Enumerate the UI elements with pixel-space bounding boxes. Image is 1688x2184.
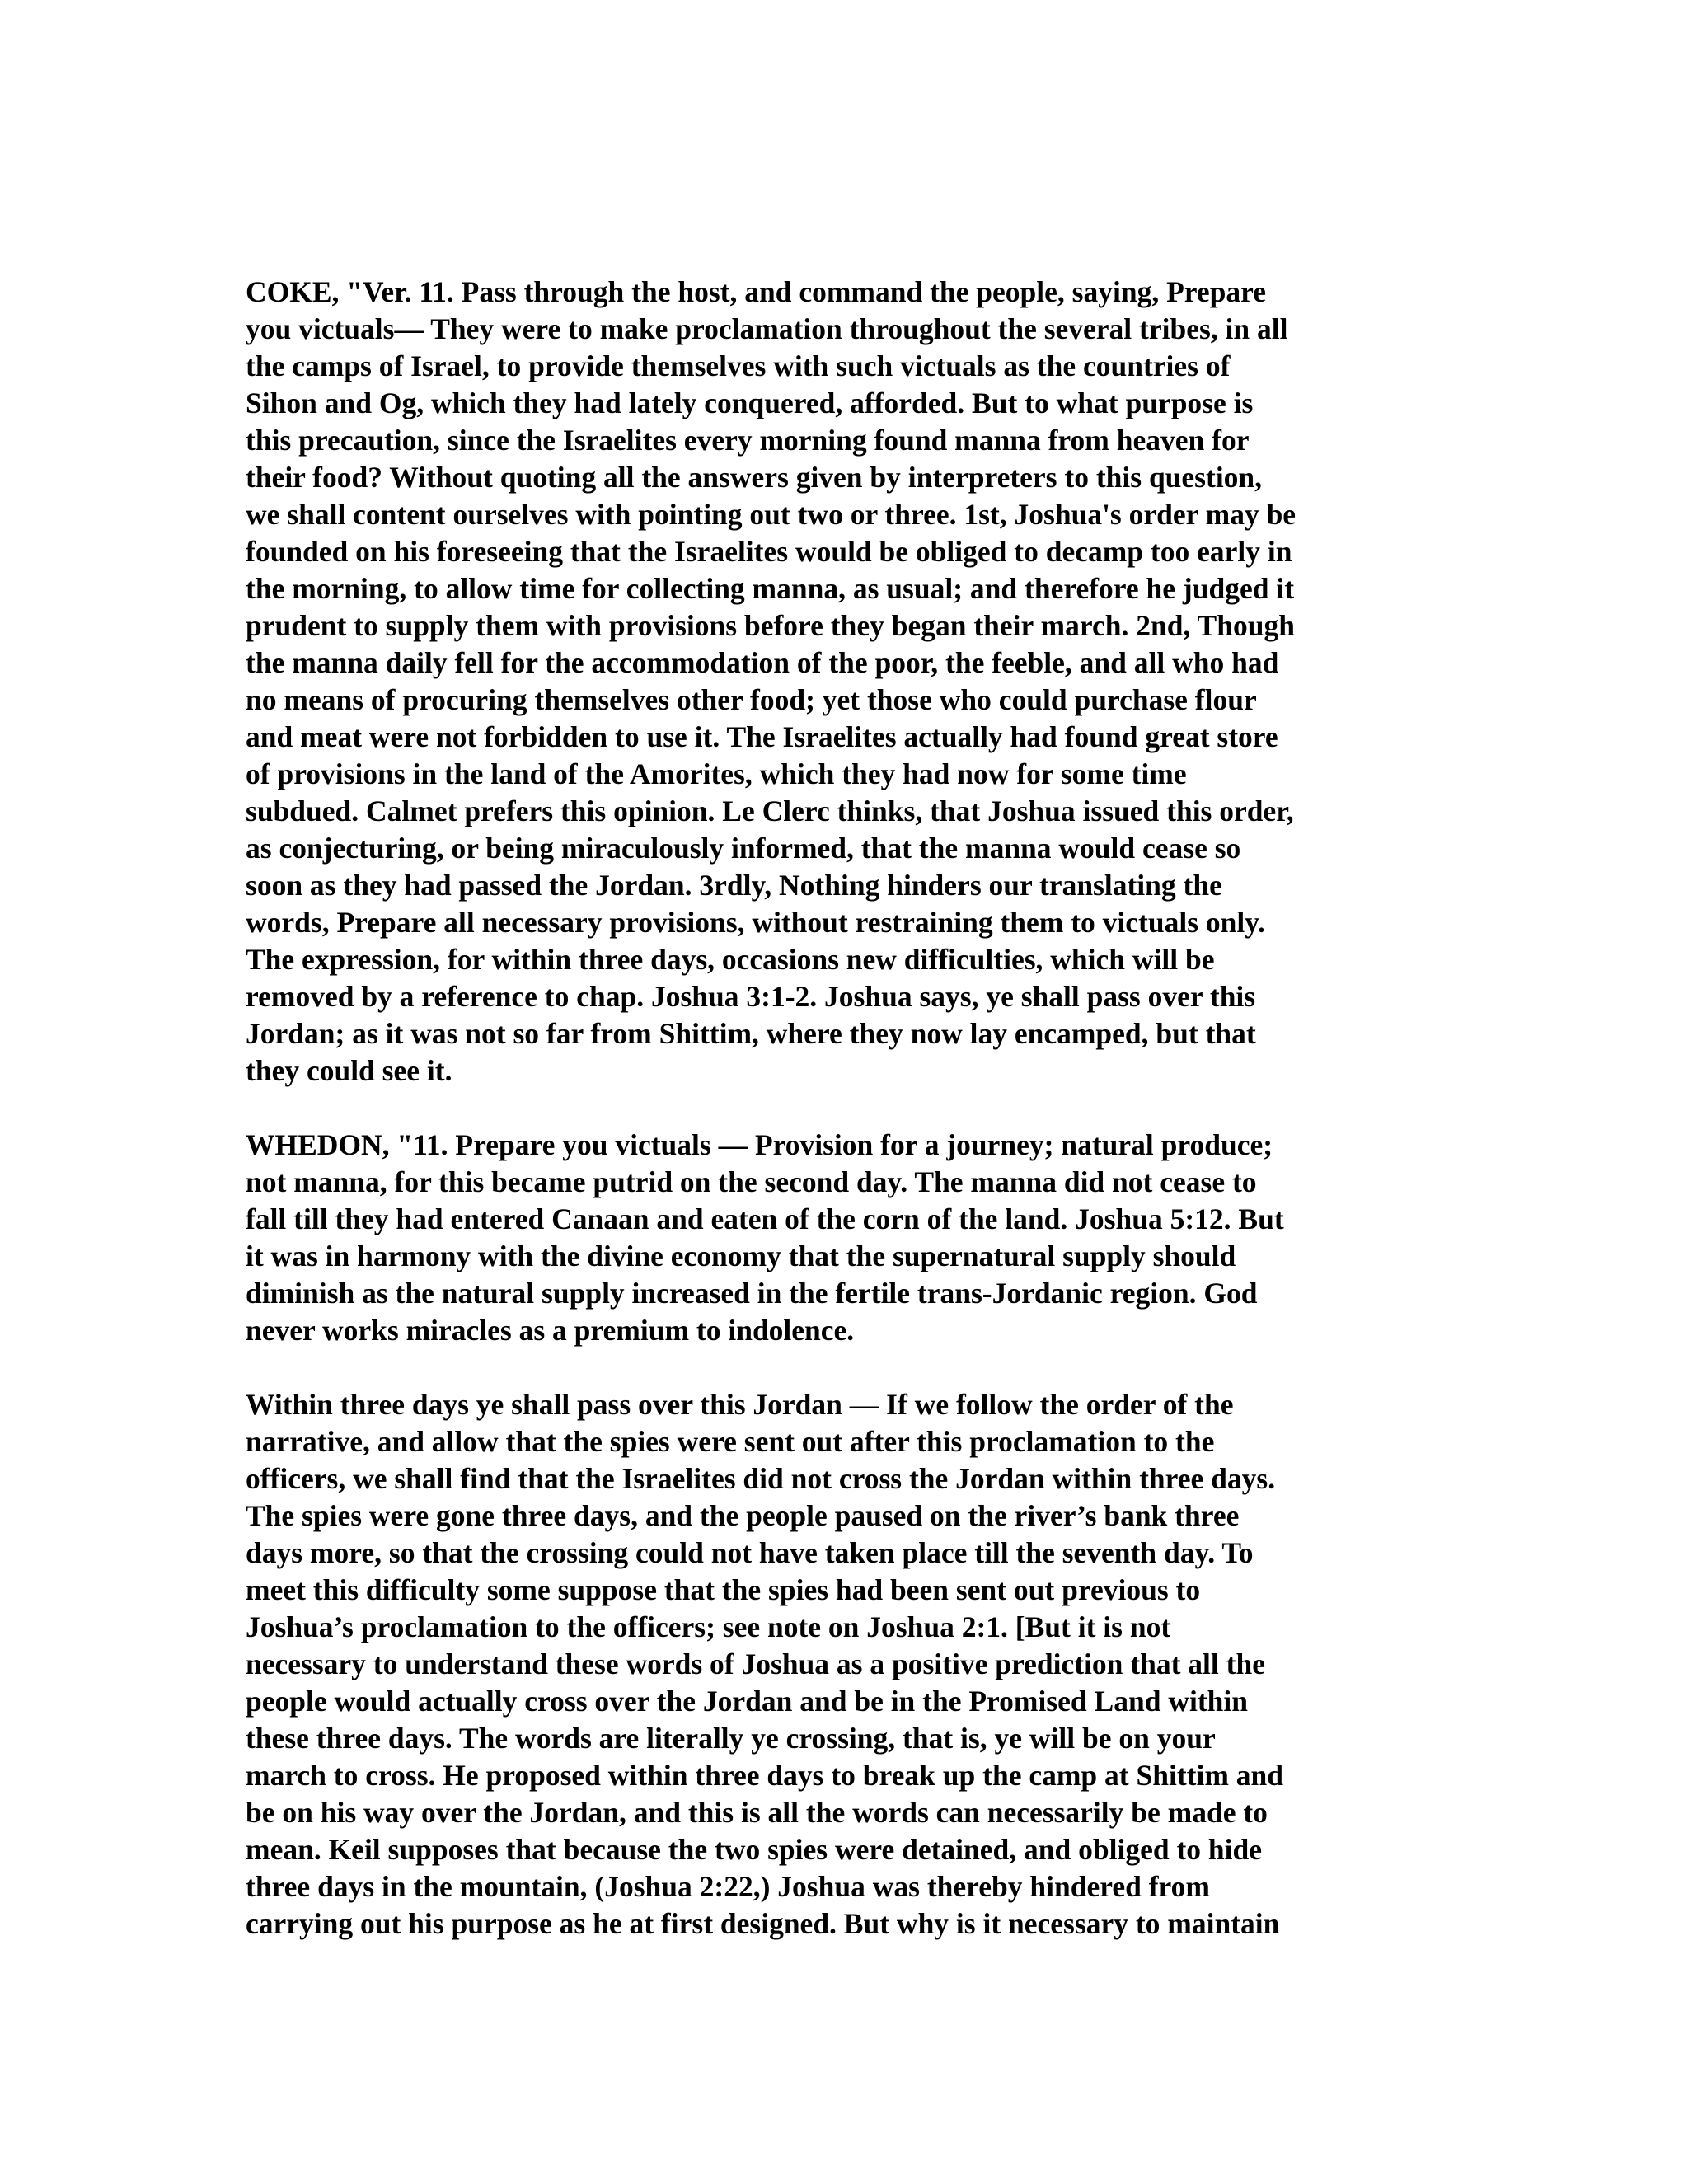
text-line: prudent to supply them with provisions before they began their march. 2nd, Though [246,609,1295,642]
text-line: words, Prepare all necessary provisions, without restraining them to victuals only. [246,906,1265,939]
text-line: of provisions in the land of the Amorites, which they had now for some time [246,757,1187,790]
text-line: the camps of Israel, to provide themselves with such victuals as the countries of [246,349,1231,382]
text-line: days more, so that the crossing could not have taken place till the seventh day. To [246,1536,1254,1569]
text-line: diminish as the natural supply increased in the fertile trans-Jordanic region. God [246,1277,1258,1310]
text-line: The spies were gone three days, and the people paused on the river’s bank three [246,1499,1240,1532]
text-line: be on his way over the Jordan, and this is all the words can necessarily be made to [246,1796,1268,1829]
paragraph-spacer [246,1349,1432,1386]
text-line: not manna, for this became putrid on the second day. The manna did not cease to [246,1165,1257,1198]
text-line: we shall content ourselves with pointing out two or three. 1st, Joshua's order may be [246,498,1296,531]
paragraph-spacer [246,1090,1432,1127]
text-line: Sihon and Og, which they had lately conquered, afforded. But to what purpose is [246,387,1254,419]
text-line: no means of procuring themselves other food; yet those who could purchase flour [246,683,1257,716]
document-body [246,274,1432,1943]
text-line: officers, we shall find that the Israelites did not cross the Jordan within three days. [246,1462,1276,1495]
text-line: people would actually cross over the Jordan and be in the Promised Land within [246,1685,1249,1718]
text-line: mean. Keil supposes that because the two spies were detained, and obliged to hide [246,1833,1263,1866]
text-line: they could see it. [246,1054,452,1087]
text-line: Within three days ye shall pass over this Jordan — If we follow the order of the [246,1388,1234,1421]
text-line: soon as they had passed the Jordan. 3rdly, Nothing hinders our translating the [246,869,1222,902]
text-line: as conjecturing, or being miraculously informed, that the manna would cease so [246,832,1241,865]
text-line: never works miracles as a premium to indolence. [246,1314,855,1347]
text-line: their food? Without quoting all the answers given by interpreters to this question, [246,461,1263,494]
text-line: meet this difficulty some suppose that the spies had been sent out previous to [246,1573,1201,1606]
text-line: The expression, for within three days, occasions new difficulties, which will be [246,943,1215,976]
text-line: founded on his foreseeing that the Israelites would be obliged to decamp too early in [246,535,1292,568]
text-line: you victuals— They were to make proclamation throughout the several tribes, in all [246,312,1288,345]
paragraph-whedon-commentary [246,1127,1432,1349]
text-line: Joshua’s proclamation to the officers; see note on Joshua 2:1. [But it is not [246,1610,1171,1643]
text-line: carrying out his purpose as he at first designed. But why is it necessary to maintain [246,1907,1280,1940]
text-line: and meat were not forbidden to use it. The Israelites actually had found great store [246,720,1278,753]
text-line: removed by a reference to chap. Joshua 3:1-2. Joshua says, ye shall pass over this [246,980,1256,1013]
text-line: COKE, "Ver. 11. Pass through the host, and command the people, saying, Prepare [246,275,1267,308]
paragraph-within-three-days [246,1386,1432,1943]
text-line: fall till they had entered Canaan and eaten of the corn of the land. Joshua 5:12. But [246,1202,1284,1235]
text-line: these three days. The words are literally ye crossing, that is, ye will be on your [246,1722,1216,1755]
paragraph-coke-commentary [246,274,1432,1090]
text-line: WHEDON, "11. Prepare you victuals — Provision for a journey; natural produce; [246,1128,1273,1161]
text-line: march to cross. He proposed within three days to break up the camp at Shittim and [246,1759,1284,1792]
text-line: three days in the mountain, (Joshua 2:22,) Joshua was thereby hindered from [246,1870,1210,1903]
text-line: subdued. Calmet prefers this opinion. Le Clerc thinks, that Joshua issued this order, [246,794,1294,827]
text-line: this precaution, since the Israelites every morning found manna from heaven for [246,424,1250,457]
text-line: necessary to understand these words of Joshua as a positive prediction that all the [246,1647,1265,1680]
text-line: Jordan; as it was not so far from Shittim, where they now lay encamped, but that [246,1017,1256,1050]
text-line: it was in harmony with the divine economy that the supernatural supply should [246,1240,1236,1272]
text-line: the manna daily fell for the accommodation of the poor, the feeble, and all who had [246,646,1279,679]
text-line: the morning, to allow time for collecting manna, as usual; and therefore he judged it [246,572,1295,605]
text-line: narrative, and allow that the spies were sent out after this proclamation to the [246,1425,1215,1458]
